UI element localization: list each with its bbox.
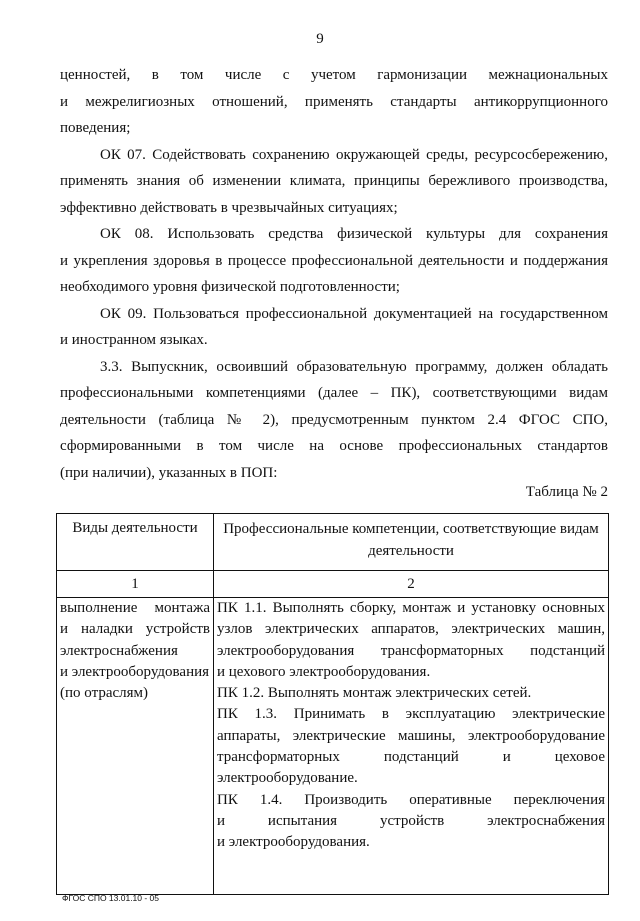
paragraph-ok07	[60, 142, 608, 222]
cell-line: и электрооборудования.	[217, 834, 370, 851]
cell-line: (по отраслям)	[60, 685, 149, 702]
table-number-row	[57, 571, 609, 598]
header-line: деятельности	[368, 543, 454, 559]
cell-line: ПК 1.3. Принимать в эксплуатацию электрические	[217, 706, 605, 723]
paragraph-3-3	[60, 354, 608, 487]
text-line: деятельности (таблица № 2), предусмотренным пунктом 2.4 ФГОС СПО,	[60, 411, 608, 428]
text-line: ценностей, в том числе с учетом гармонизации межнациональных	[60, 67, 608, 83]
table-row	[57, 598, 609, 895]
table-header-row	[57, 514, 609, 571]
cell-line: и электрооборудования	[60, 663, 210, 680]
page-number: 9	[316, 31, 324, 47]
text-line: поведения;	[60, 120, 131, 136]
text-line: ОК 07. Содействовать сохранению окружающей среды, ресурсосбережению,	[100, 146, 608, 163]
cell-line: и цехового электрооборудования.	[217, 663, 431, 680]
cell-line: выполнение монтажа	[60, 600, 210, 616]
cell-line: электрооборудования трансформаторных подстанций	[217, 642, 605, 659]
cell-line: и испытания устройств электроснабжения	[217, 812, 605, 829]
text-line: эффективно действовать в чрезвычайных ситуациях;	[60, 199, 398, 216]
paragraph	[60, 62, 608, 142]
header-line: Профессиональные компетенции, соответствующие видам	[223, 521, 599, 537]
column-number: 1	[57, 571, 214, 598]
cell-line: трансформаторных подстанций и цеховое	[217, 749, 605, 766]
activity-cell	[57, 598, 214, 895]
text-line: и межрелигиозных отношений, применять стандарты антикоррупционного	[60, 93, 608, 110]
text-line: профессиональными компетенциями (далее – ПК), соответствующими видам	[60, 385, 608, 401]
cell-line: электроснабжения	[60, 642, 178, 659]
cell-line: электрооборудование.	[217, 770, 358, 787]
text-line: применять знания об изменении климата, принципы бережливого производства,	[60, 173, 608, 189]
text-line: 3.3. Выпускник, освоивший образовательную программу, должен обладать	[100, 358, 608, 375]
text-line: (при наличии), указанных в ПОП:	[60, 464, 278, 481]
cell-line: узлов электрических аппаратов, электрических машин,	[217, 621, 605, 638]
text-line: ОК 08. Использовать средства физической культуры для сохранения	[100, 226, 608, 242]
text-line: и иностранном языках.	[60, 332, 208, 348]
text-line: ОК 09. Пользоваться профессиональной документацией на государственном	[100, 305, 608, 322]
paragraph-ok08	[60, 221, 608, 301]
table-caption: Таблица № 2	[525, 484, 608, 500]
cell-line: аппараты, электрические машины, электрооборудование	[217, 727, 605, 744]
cell-line: ПК 1.2. Выполнять монтаж электрических сетей.	[217, 685, 532, 702]
text-line: сформированными в том числе на основе профессиональных стандартов	[60, 438, 608, 454]
text-line: необходимого уровня физической подготовленности;	[60, 279, 400, 295]
cell-line: и наладки устройств	[60, 621, 210, 638]
body-text	[60, 62, 608, 486]
column-number: 2	[214, 571, 609, 598]
competences-cell	[214, 598, 609, 895]
header-competences	[214, 514, 609, 571]
cell-line: ПК 1.4. Производить оперативные переключения	[217, 791, 605, 808]
header-activity: Виды деятельности	[57, 514, 214, 571]
paragraph-ok09	[60, 301, 608, 354]
cell-line: ПК 1.1. Выполнять сборку, монтаж и установку основных	[217, 600, 605, 616]
text-line: и укрепления здоровья в процессе профессиональной деятельности и поддержания	[60, 252, 608, 269]
document-footer: ФГОС СПО 13.01.10 - 05	[62, 893, 160, 903]
competences-table	[56, 513, 609, 895]
